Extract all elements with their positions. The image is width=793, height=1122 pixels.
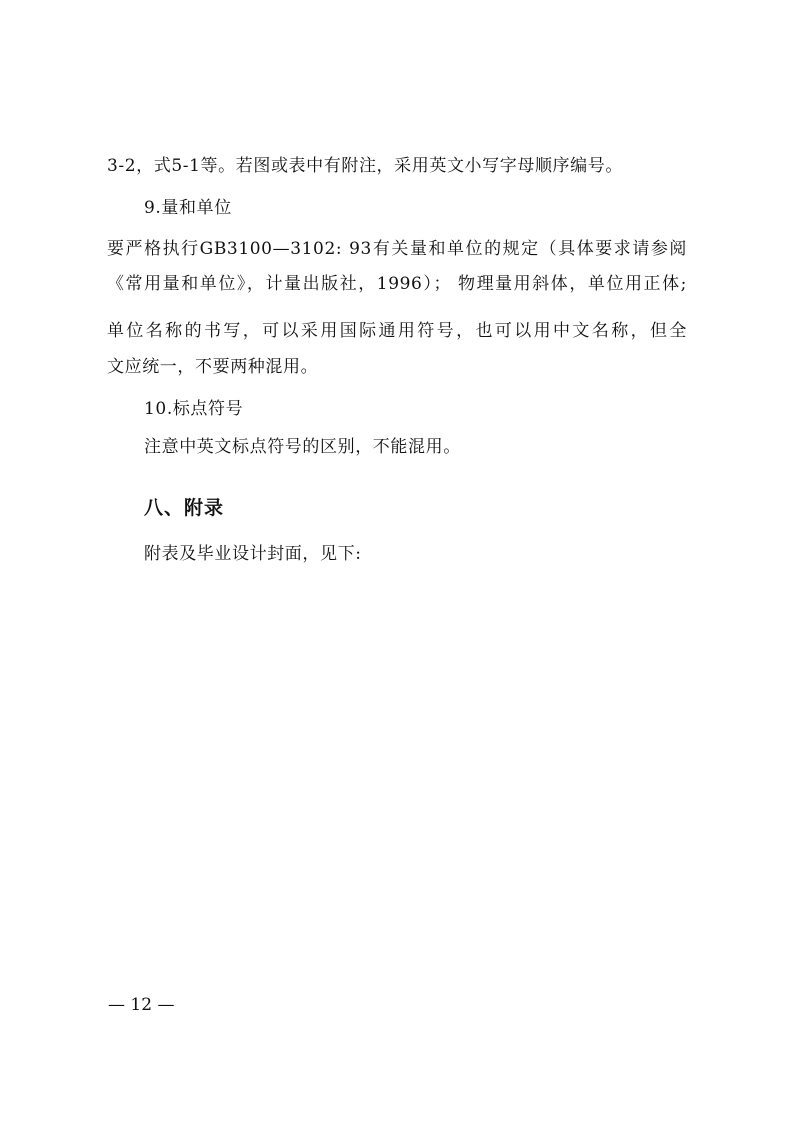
paragraph-line: 《常用量和单位》，计量出版社，1996）； 物理量用斜体，单位用正体; [107,274,687,294]
paragraph-line: 注意中英文标点符号的区别，不能混用。 [144,437,461,457]
appendix-text: 附表及毕业设计封面，见下: [144,544,362,564]
paragraph-line: 文应统一，不要两种混用。 [107,357,319,377]
paragraph-line: 要严格执行GB3100—3102: 93有关量和单位的规定（具体要求请参阅 [107,239,687,259]
subsection-title-punctuation: 10.标点符号 [144,399,244,419]
section-heading-appendix: 八、附录 [144,497,225,519]
subsection-title-units: 9.量和单位 [144,198,232,218]
paragraph-continuation: 3-2，式5-1等。若图或表中有附注，采用英文小写字母顺序编号。 [107,156,623,176]
page-number: — 12 — [108,995,175,1015]
paragraph-line: 单位名称的书写，可以采用国际通用符号，也可以用中文名称，但全 [107,321,687,341]
